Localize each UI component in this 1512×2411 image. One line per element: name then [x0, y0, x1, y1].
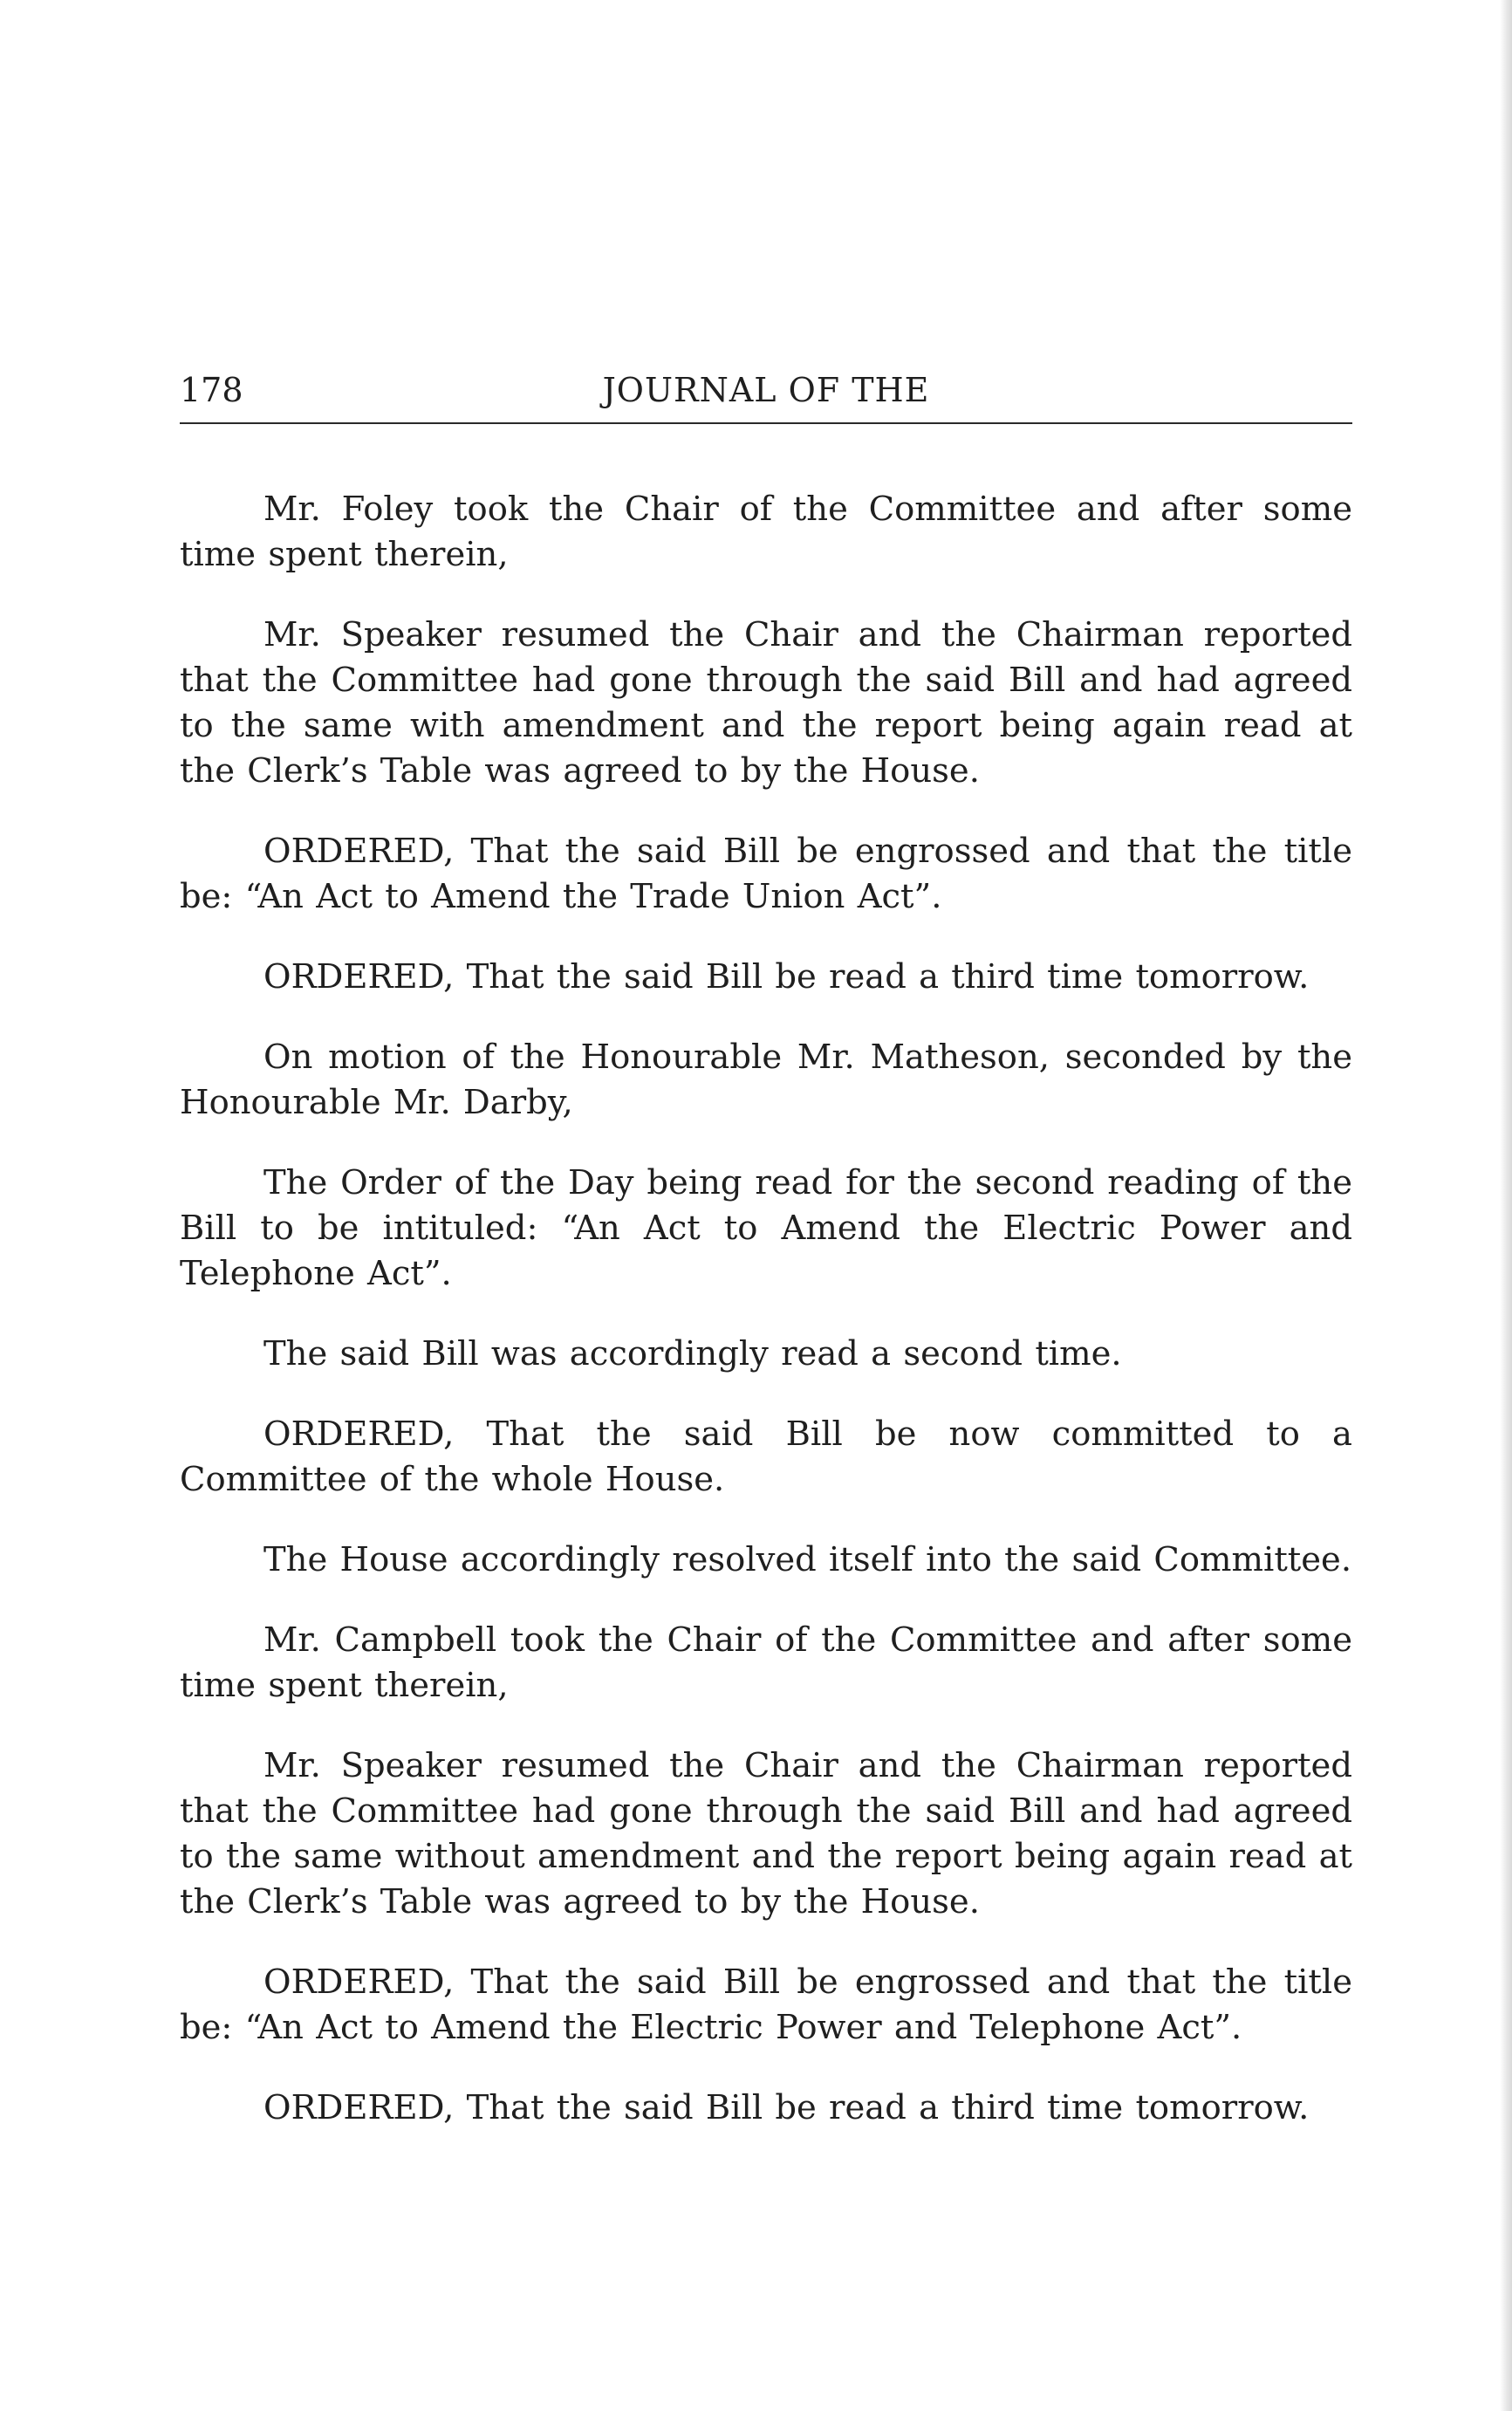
paragraph: The Order of the Day being read for the second reading of the Bill to be intituled: “An Act to Amend the Electric Power and Telephone Act”. [180, 1163, 1352, 1293]
paragraph: Mr. Speaker resumed the Chair and the Chairman reported that the Committee had gone through the said Bill and had agreed to the same with amendment and the report being again read at the Clerk’s Table was agreed to by the House. [180, 615, 1352, 791]
paragraph: ORDERED, That the said Bill be engrossed and that the title be: “An Act to Amend the Electric Power and Telephone Act”. [180, 1962, 1352, 2047]
page-number: 178 [180, 371, 243, 409]
paragraph: The said Bill was accordingly read a second time. [263, 1334, 1122, 1373]
paragraph: Mr. Speaker resumed the Chair and the Chairman reported that the Committee had gone through the said Bill and had agreed to the same without amendment and the report being again read at the Clerk’s Table was agreed to by the House. [180, 1746, 1352, 1921]
header-rule [180, 422, 1352, 424]
page-edge-shadow [1500, 0, 1512, 2411]
paragraph: ORDERED, That the said Bill be read a third time tomorrow. [263, 2088, 1310, 2127]
paragraph: ORDERED, That the said Bill be read a third time tomorrow. [263, 957, 1310, 997]
journal-title: JOURNAL OF THE [602, 371, 930, 409]
paragraph: ORDERED, That the said Bill be engrossed and that the title be: “An Act to Amend the Trade Union Act”. [180, 832, 1352, 916]
paragraph: On motion of the Honourable Mr. Matheson, seconded by the Honourable Mr. Darby, [180, 1038, 1352, 1122]
paragraph: Mr. Foley took the Chair of the Committee and after some time spent therein, [180, 490, 1352, 574]
paragraph: The House accordingly resolved itself into the said Committee. [263, 1540, 1352, 1579]
running-head [180, 365, 1352, 415]
paragraph: ORDERED, That the said Bill be now committed to a Committee of the whole House. [180, 1414, 1352, 1499]
body-text [180, 487, 1352, 2166]
paragraph: Mr. Campbell took the Chair of the Committee and after some time spent therein, [180, 1620, 1352, 1705]
